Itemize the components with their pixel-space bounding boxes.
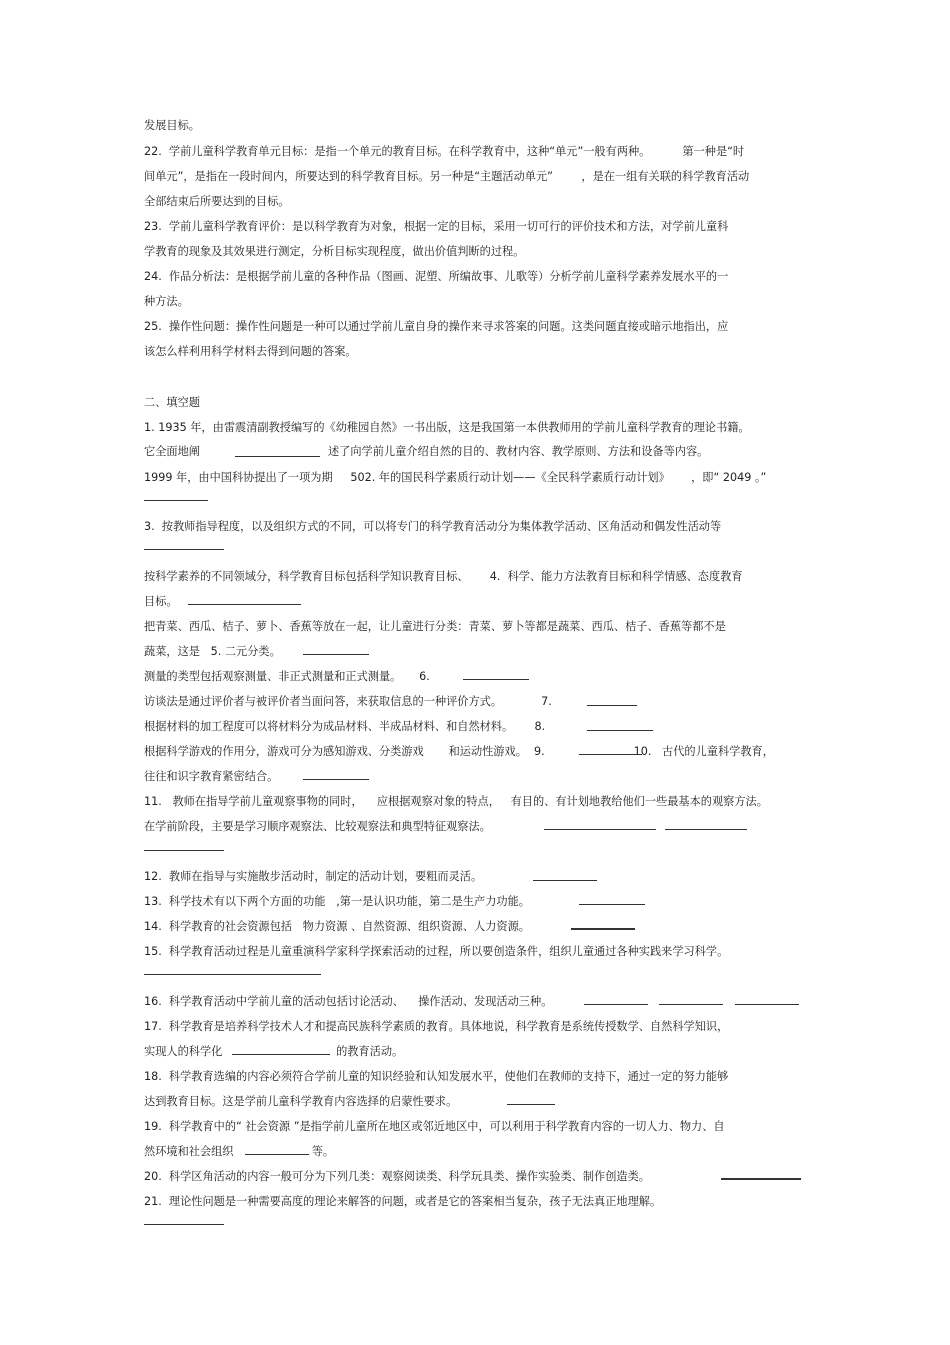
answer-blank[interactable] xyxy=(144,500,208,501)
answer-blank[interactable] xyxy=(144,974,321,975)
answer-blank[interactable] xyxy=(303,654,369,655)
question-line: 访谈法是通过评价者与被评价者当面问答，来获取信息的一种评价方式。 7. xyxy=(144,695,552,708)
question-line: 把青菜、西瓜、桔子、萝卜、香蕉等放在一起，让儿童进行分类：青菜、萝卜等都是蔬菜、西瓜、桔子、香蕉等都不是 xyxy=(144,620,726,633)
question-line: 1. 1935 年，由雷震清副教授编写的《幼稚园自然》一书出版，这是我国第一本供教师用的学前儿童科学教育的理论书籍。 xyxy=(144,421,750,434)
answer-blank[interactable] xyxy=(571,928,635,930)
answer-blank[interactable] xyxy=(235,456,320,457)
question-line: 按科学素养的不同领域分，科学教育目标包括科学知识教育目标、 4. 科学、能力方法教育目标和科学情感、态度教育 xyxy=(144,570,743,583)
question-line: 根据科学游戏的作用分，游戏可分为感知游戏、分类游戏 和运动性游戏。 9. 10. 古代的儿童科学教育， xyxy=(144,745,774,758)
answer-blank[interactable] xyxy=(579,904,645,905)
answer-blank[interactable] xyxy=(245,1154,309,1155)
question-line: 19. 科学教育中的“ 社会资源 ”是指学前儿童所在地区或邻近地区中，可以利用于科学教育内容的一切人力、物力、自 xyxy=(144,1120,725,1133)
answer-blank[interactable] xyxy=(144,549,224,550)
answer-blank[interactable] xyxy=(579,754,642,755)
definition-line: 该怎么样利用科学材料去得到问题的答案。 xyxy=(144,345,357,358)
definition-line: 22. 学前儿童科学教育单元目标：是指一个单元的教育目标。在科学教育中，这种“单元”一般有两种。 第一种是“时 xyxy=(144,145,745,158)
answer-blank[interactable] xyxy=(303,779,369,780)
question-line: 实现人的科学化 的教育活动。 xyxy=(144,1045,404,1058)
definition-line: 全部结束后所要达到的目标。 xyxy=(144,195,290,208)
question-line: 13. 科学技术有以下两个方面的功能 ,第一是认识功能，第二是生产力功能。 xyxy=(144,895,530,908)
question-line: 20. 科学区角活动的内容一般可分为下列几类：观察阅读类、科学玩具类、操作实验类、制作创造类。 xyxy=(144,1170,650,1183)
answer-blank[interactable] xyxy=(463,679,529,680)
question-line: 达到教育目标。这是学前儿童科学教育内容选择的启蒙性要求。 xyxy=(144,1095,458,1108)
definition-line: 种方法。 xyxy=(144,295,189,308)
definition-line: 间单元”，是指在一段时间内，所要达到的科学教育目标。另一种是“主题活动单元” ，是在一组有关联的科学教育活动 xyxy=(144,170,750,183)
answer-blank[interactable] xyxy=(735,1004,799,1005)
question-line: 17. 科学教育是培养科学技术人才和提高民族科学素质的教育。具体地说，科学教育是系统传授数学、自然科学知识， xyxy=(144,1020,729,1033)
answer-blank[interactable] xyxy=(144,1224,224,1225)
question-line: 16. 科学教育活动中学前儿童的活动包括讨论活动、 操作活动、发现活动三种。 xyxy=(144,995,553,1008)
definition-line: 24. 作品分析法：是根据学前儿童的各种作品（图画、泥塑、所编故事、儿歌等）分析学前儿童科学素养发展水平的一 xyxy=(144,270,729,283)
question-line: 根据材料的加工程度可以将材料分为成品材料、半成品材料、和自然材料。 8. xyxy=(144,720,546,733)
question-line: 目标。 xyxy=(144,595,178,608)
definition-line: 23. 学前儿童科学教育评价：是以科学教育为对象，根据一定的目标，采用一切可行的评价技术和方法，对学前儿童科 xyxy=(144,220,729,233)
question-line: 1999 年，由中国科协提出了一项为期 502. 年的国民科学素质行动计划——《全民科学素质行动计划》 ，即“ 2049 。” xyxy=(144,471,767,484)
answer-blank[interactable] xyxy=(721,1178,801,1180)
question-line: 18. 科学教育选编的内容必须符合学前儿童的知识经验和认知发展水平，使他们在教师的支持下，通过一定的努力能够 xyxy=(144,1070,729,1083)
answer-blank[interactable] xyxy=(144,850,224,851)
question-line: 蔬菜，这是 5. 二元分类。 xyxy=(144,645,281,658)
question-line: 往往和识字教育紧密结合。 xyxy=(144,770,279,783)
question-line: 14. 科学教育的社会资源包括 物力资源 、自然资源、组织资源、人力资源。 xyxy=(144,920,530,933)
answer-blank[interactable] xyxy=(587,730,653,731)
question-line: 然环境和社会组织 等。 xyxy=(144,1145,335,1158)
answer-blank[interactable] xyxy=(232,1054,330,1055)
answer-blank[interactable] xyxy=(507,1104,555,1105)
question-line: 21. 理论性问题是一种需要高度的理论来解答的问题，或者是它的答案相当复杂，孩子无法真正地理解。 xyxy=(144,1195,662,1208)
answer-blank[interactable] xyxy=(659,1004,723,1005)
question-line: 12. 教师在指导与实施散步活动时，制定的活动计划，要粗而灵活。 xyxy=(144,870,483,883)
answer-blank[interactable] xyxy=(584,1004,648,1005)
definition-line: 学教育的现象及其效果进行测定，分析目标实现程度，做出价值判断的过程。 xyxy=(144,245,525,258)
question-line: 11. 教师在指导学前儿童观察事物的同时， 应根据观察对象的特点， 有目的、有计划地教给他们一些最基本的观察方法。 xyxy=(144,795,768,808)
answer-blank[interactable] xyxy=(665,829,747,830)
section-heading: 二、填空题 xyxy=(144,396,200,409)
answer-blank[interactable] xyxy=(587,705,637,706)
answer-blank[interactable] xyxy=(188,604,301,605)
answer-blank[interactable] xyxy=(544,829,656,830)
question-line: 它全面地阐 述了向学前儿童介绍自然的目的、教材内容、教学原则、方法和设备等内容。 xyxy=(144,445,709,458)
definition-line: 发展目标。 xyxy=(144,119,200,132)
answer-blank[interactable] xyxy=(533,880,597,881)
question-line: 测量的类型包括观察测量、非正式测量和正式测量。 6. xyxy=(144,670,430,683)
question-line: 3. 按教师指导程度，以及组织方式的不同，可以将专门的科学教育活动分为集体教学活动、区角活动和偶发性活动等 xyxy=(144,520,722,533)
question-line: 15. 科学教育活动过程是儿童重演科学家科学探索活动的过程，所以要创造条件，组织儿童通过各种实践来学习科学。 xyxy=(144,945,729,958)
definition-line: 25. 操作性问题：操作性问题是一种可以通过学前儿童自身的操作来寻求答案的问题。这类问题直接或暗示地指出，应 xyxy=(144,320,729,333)
question-line: 在学前阶段，主要是学习顺序观察法、比较观察法和典型特征观察法。 xyxy=(144,820,491,833)
